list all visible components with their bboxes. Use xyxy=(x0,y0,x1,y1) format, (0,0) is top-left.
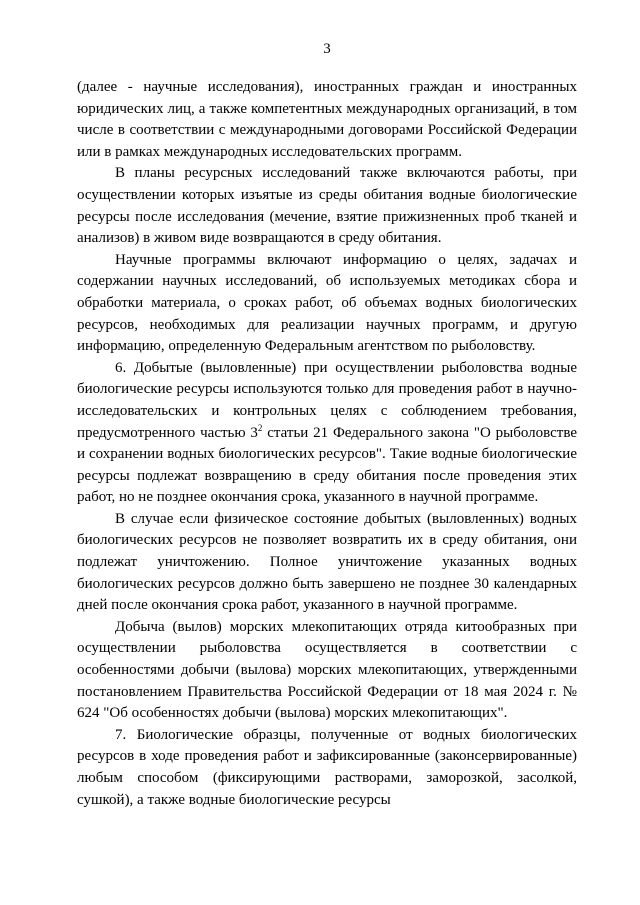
paragraph-resource-research: В планы ресурсных исследований также включаются работы, при осуществлении которых изъятые из среды обитания водные биологические ресурсы после исследования (мечение, взятие прижизненных проб тканей и анализов) в живом виде возвращаются в среду обитания. xyxy=(77,165,577,247)
item-6-text-start: 6. Добытые (выловленные) при осуществлении рыболовства водные биологические ресурсы используются только для проведения работ в научно-исследовательских и контрольных целях с соблюдением требования, предусмотренного частью 3 xyxy=(77,359,577,441)
paragraph-destruction: В случае если физическое состояние добытых (выловленных) водных биологических ресурсов не позволяет возвратить их в среду обитания, они подлежат уничтожению. Полное уничтожение указанных водных биологических ресурсов должно быть завершено не позднее 30 календарных дней после окончания срока работ, указанного в научной программе. xyxy=(77,510,577,614)
paragraph-item-6 xyxy=(77,358,577,509)
paragraph-item-7: 7. Биологические образцы, полученные от водных биологических ресурсов в ходе проведения работ и зафиксированные (законсервированные) любым способом (фиксирующими растворами, заморозкой, засолкой, сушкой), а также водные биологические ресурсы xyxy=(77,726,577,808)
page-number: 3 xyxy=(323,41,331,57)
paragraph-scientific-programs: Научные программы включают информацию о целях, задачах и содержании научных исследований, об используемых методиках сбора и обработки материала, о сроках работ, об объемах водных биологических ресурсов, необходимых для реализации научных программ, и другую информацию, определенную Федеральным агентством по рыболовству. xyxy=(77,251,577,355)
paragraph-marine-mammals: Добыча (вылов) морских млекопитающих отряда китообразных при осуществлении рыболовства осуществляется в соответствии с особенностями добычи (вылова) морских млекопитающих, утвержденными постановлением Правительства Российской Федерации от 18 мая 2024 г. № 624 "Об особенностях добычи (вылова) морских млекопитающих". xyxy=(77,618,577,722)
superscript: 2 xyxy=(257,422,263,433)
paragraph-continuation: (далее - научные исследования), иностранных граждан и иностранных юридических лиц, а также компетентных международных организаций, в том числе в соответствии с международными договорами Российской Федерации или в рамках международных исследовательских программ. xyxy=(77,79,577,160)
item-6-text-end: статьи 21 Федерального закона "О рыболовстве и сохранении водных биологических ресурсов". Такие водные биологические ресурсы подлежат возвращению в среду обитания после проведения этих работ, но не позднее окончания срока, указанного в научной программе. xyxy=(77,424,578,506)
